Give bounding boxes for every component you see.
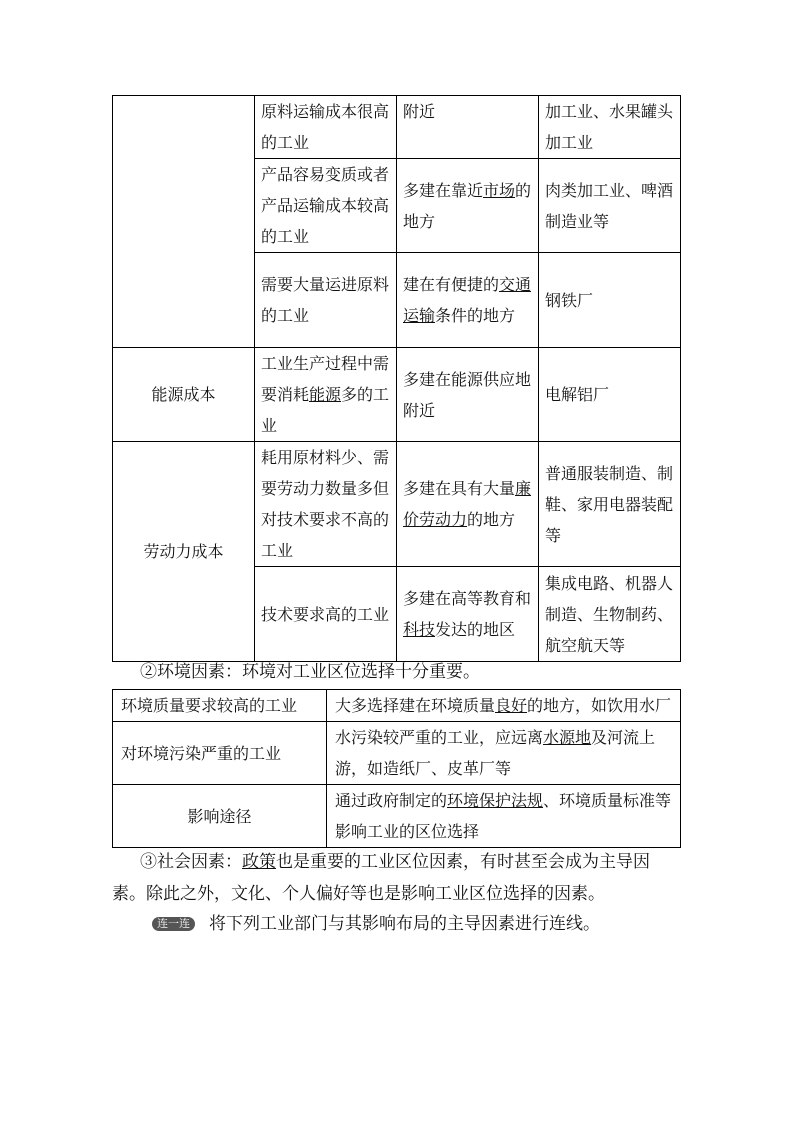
underlined-term: 科技 [403, 620, 436, 639]
location-cell: 建在有便捷的交通运输条件的地方 [397, 253, 539, 348]
factor-cell [113, 96, 255, 348]
connect-exercise [152, 908, 600, 940]
environment-factor-paragraph: ②环境因素：环境对工业区位选择十分重要。 [140, 662, 480, 682]
row-content: 大多选择建在环境质量良好的地方，如饮用水厂 [327, 690, 681, 722]
underlined-term: 能源 [309, 385, 342, 404]
connect-instruction: 将下列工业部门与其影响布局的主导因素进行连线。 [209, 914, 600, 934]
location-cell: 多建在靠近市场的地方 [397, 159, 539, 253]
location-cell: 多建在高等教育和科技发达的地区 [397, 567, 539, 662]
underlined-term: 廉价劳动力 [403, 479, 532, 529]
table-row [113, 442, 681, 567]
row-content: 通过政府制定的环境保护法规、环境质量标准等影响工业的区位选择 [327, 785, 681, 848]
underlined-term: 水源地 [543, 728, 592, 747]
factor-cell: 能源成本 [113, 348, 255, 442]
table-row [113, 722, 681, 785]
examples-cell: 肉类加工业、啤酒制造业等 [539, 159, 681, 253]
underlined-term: 交通运输 [403, 275, 532, 325]
industry-cell: 技术要求高的工业 [255, 567, 397, 662]
underlined-term: 良好 [495, 696, 528, 715]
social-factor-paragraph: ③社会因素：政策也是重要的工业区位因素，有时甚至会成为主导因素。除此之外，文化、个人偏好等也是影响工业区位选择的因素。 [112, 852, 650, 904]
table-row [113, 348, 681, 442]
underlined-term: 政策 [242, 852, 276, 872]
examples-cell: 电解铝厂 [539, 348, 681, 442]
table-row [113, 96, 681, 159]
location-cell: 附近 [397, 96, 539, 159]
industry-cell: 工业生产过程中需要消耗能源多的工业 [255, 348, 397, 442]
examples-cell: 集成电路、机器人制造、生物制药、航空航天等 [539, 567, 681, 662]
examples-cell: 钢铁厂 [539, 253, 681, 348]
industry-cell: 原料运输成本很高的工业 [255, 96, 397, 159]
industry-cell: 产品容易变质或者产品运输成本较高的工业 [255, 159, 397, 253]
table-row [113, 690, 681, 722]
underlined-term: 环境保护法规 [447, 791, 544, 810]
row-label: 影响途径 [113, 785, 327, 848]
location-factor-table [112, 95, 681, 662]
examples-cell: 加工业、水果罐头加工业 [539, 96, 681, 159]
connect-badge: 连一连 [152, 917, 195, 931]
underlined-term: 市场 [483, 180, 516, 200]
location-cell: 多建在具有大量廉价劳动力的地方 [397, 442, 539, 567]
location-cell: 多建在能源供应地附近 [397, 348, 539, 442]
table-row [113, 785, 681, 848]
industry-cell: 需要大量运进原料的工业 [255, 253, 397, 348]
examples-cell: 普通服装制造、制鞋、家用电器装配等 [539, 442, 681, 567]
row-label: 对环境污染严重的工业 [113, 722, 327, 785]
row-content: 水污染较严重的工业，应远离水源地及河流上游，如造纸厂、皮革厂等 [327, 722, 681, 785]
factor-cell: 劳动力成本 [113, 442, 255, 662]
environment-table [112, 689, 681, 848]
industry-cell: 耗用原材料少、需要劳动力数量多但对技术要求不高的工业 [255, 442, 397, 567]
row-label: 环境质量要求较高的工业 [113, 690, 327, 722]
